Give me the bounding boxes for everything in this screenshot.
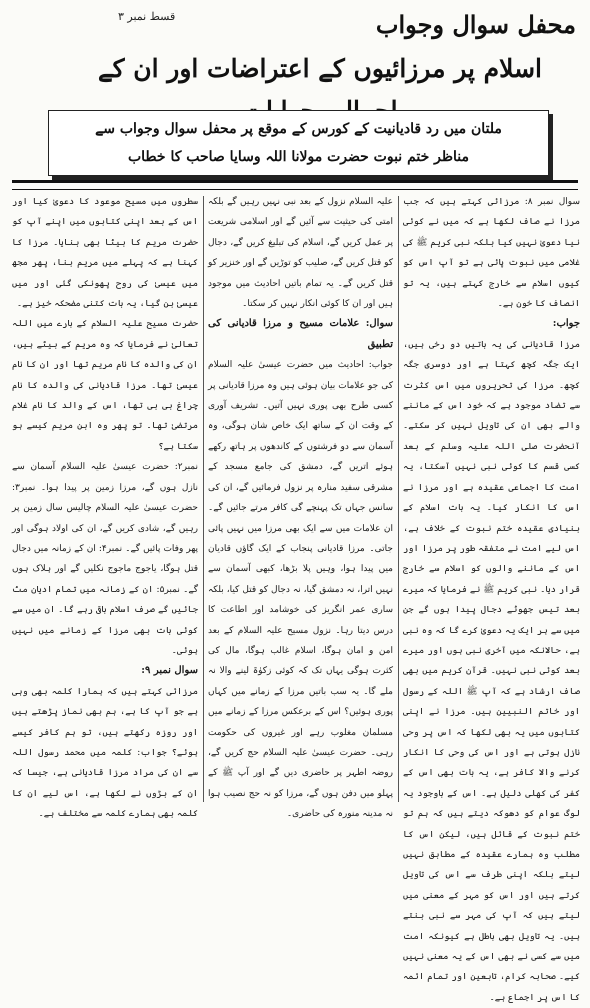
section-title: محفل سوال وجواب	[375, 10, 576, 39]
column-heading: سوال: علامات مسیح و مرزا قادیانی کی تطبیق	[208, 318, 393, 350]
column-middle	[208, 192, 393, 820]
column-divider	[398, 196, 399, 802]
speaker-banner	[48, 110, 549, 176]
header-rule	[12, 180, 578, 190]
column-paragraph: سوال نمبر ۸: مرزائی کہتے ہیں کہ جب مرزا نے صاف لکھا ہے کہ میں نے کوئی نیا دعویٰ نہیں کیا بلکہ نبی کریم ﷺ کی غلامی میں نبوت پائی ہے تو آپ اس کو کیوں اسلام سے خارج کہتے ہیں، یہ تو انصاف کا خون ہے۔	[403, 197, 580, 310]
column-heading: سوال نمبر ۹:	[141, 665, 198, 677]
column-divider	[203, 196, 204, 802]
article-headline: اسلام پر مرزائیوں کے اعتراضات اور ان کے	[98, 54, 542, 83]
column-paragraph: نمبر۲: حضرت عیسیٰ علیہ السلام آسمان سے نازل ہوں گے، مرزا زمین پر پیدا ہوا۔ نمبر۳: حضرت عیسیٰ علیہ السلام چالیس سال زمین پر رہیں گے، شادی کریں گے، ان کی اولاد ہوگی اور پھر وفات پائیں گے۔ نمبر۴: ان کے زمانہ میں دجال قتل ہوگا، یاجوج ماجوج نکلیں گے اور ہلاک ہوں گے۔ نمبر۵: ان کے زمانہ میں تمام ادیان مٹ جائیں گے صرف اسلام باقی رہے گا۔ ان میں سے کوئی بات بھی مرزا کے زمانے میں نہیں ہوئی۔	[12, 462, 198, 656]
column-heading: جواب:	[552, 318, 580, 330]
installment-label: قسط نمبر ۳	[118, 10, 176, 23]
column-paragraph: علیہ السلام نزول کے بعد نبی نہیں رہیں گے بلکہ امتی کی حیثیت سے آئیں گے اور اسلامی شریعت پر عمل کریں گے، اسلام کی تبلیغ کریں گے، دجال کو قتل کریں گے، صلیب کو توڑیں گے اور خنزیر کو قتل کریں گے۔ یہ تمام باتیں احادیث میں موجود ہیں اور ان کا کوئی انکار نہیں کر سکتا۔	[208, 197, 393, 310]
column-left	[12, 192, 198, 820]
banner-line-2: مناظر ختم نبوت حضرت مولانا اللہ وسایا صاحب کا خطاب	[127, 149, 469, 165]
column-paragraph: جواب: احادیث میں حضرت عیسیٰ علیہ السلام کی جو علامات بیان ہوئی ہیں وہ مرزا قادیانی پر کسی طرح بھی پوری نہیں آتیں۔ تشریف آوری کے وقت ان کے ساتھ ایک خاص شان ہوگی، وہ آسمان سے دو فرشتوں کے کاندھوں پر ہاتھ رکھے ہوئے اتریں گے، دمشق کی جامع مسجد کے مشرقی سفید منارہ پر نزول فرمائیں گے، ان کی سانس جہاں تک پہنچے گی کافر مرتے جائیں گے۔ ان علامات میں سے ایک بھی مرزا میں نہیں پائی جاتی۔ مرزا قادیانی پنجاب کے ایک گاؤں قادیان میں پیدا ہوا، وہیں پلا بڑھا، کبھی آسمان سے نہیں اترا، نہ دمشق گیا، نہ دجال کو قتل کیا، بلکہ ساری عمر انگریز کی خوشامد اور اطاعت کا درس دیتا رہا۔ نزول مسیح علیہ السلام کے بعد امن و امان ہوگا، اسلام غالب ہوگا، مال کی کثرت ہوگی یہاں تک کہ کوئی زکوٰۃ لینے والا نہ ملے گا۔ یہ سب باتیں مرزا کے زمانے میں کہاں پوری ہوئیں؟ اس کے برعکس مرزا کے زمانے میں مسلمان مغلوب رہے اور غیروں کی حکومت رہی۔ حضرت عیسیٰ علیہ السلام حج کریں گے، روضہ اطہر پر حاضری دیں گے اور آپ ﷺ کے پہلو میں دفن ہوں گے، مرزا کو نہ حج نصیب ہوا نہ مدینہ منورہ کی حاضری۔	[208, 360, 393, 820]
column-paragraph: مرزائی کہتے ہیں کہ ہمارا کلمہ بھی وہی ہے جو آپ کا ہے، ہم بھی نماز پڑھتے ہیں اور روزہ رکھتے ہیں، تو ہم کافر کیسے ہوئے؟ جواب: کلمہ میں محمد رسول اللہ سے ان کی مراد مرزا قادیانی ہے، جیسا کہ ان کے بڑوں نے لکھا ہے، اس لیے ان کا کلمہ بھی ہمارے کلمہ سے مختلف ہے۔	[12, 686, 198, 820]
column-paragraph: سطروں میں مسیح موعود کا دعویٰ کیا اور اس کے بعد اپنی کتابوں میں اپنے آپ کو حضرت مریم کا بیٹا بھی بنایا۔ مرزا کا کہنا ہے کہ پہلے میں مریم بنا، پھر مجھ میں عیسیٰ کی روح پھونکی گئی اور میں عیسیٰ بن گیا، یہ بات کتنی مضحکہ خیز ہے۔	[12, 197, 198, 310]
column-right	[403, 192, 580, 1003]
banner-line-1: ملتان میں رد قادیانیت کے کورس کے موقع پر محفل سوال وجواب سے	[95, 121, 502, 137]
column-paragraph: مرزا قادیانی کی یہ باتیں دو رخی ہیں، ایک جگہ کچھ کہتا ہے اور دوسری جگہ کچھ۔ مرزا کی تحریروں میں اس کثرت سے تضاد موجود ہے کہ خود اس کے ماننے والے بھی ان کی تاویل نہیں کر سکتے۔ آنحضرت صلی اللہ علیہ وسلم کے بعد کسی قسم کا کوئی نبی نہیں آسکتا، یہ امت کا اجماعی عقیدہ ہے اور مرزا نے اس کا انکار کیا۔ یہ بات اسلام کے بنیادی عقیدہ ختم نبوت کے خلاف ہے، اس لیے امت نے متفقہ طور پر مرزا اور اس کے ماننے والوں کو اسلام سے خارج قرار دیا۔ نبی کریم ﷺ نے فرمایا کہ میرے بعد تیس جھوٹے دجال پیدا ہوں گے جن میں سے ہر ایک یہ دعویٰ کرے گا کہ وہ نبی ہے، حالانکہ میں آخری نبی ہوں اور میرے بعد کوئی نبی نہیں۔ قرآن کریم میں بھی صاف ارشاد ہے کہ آپ ﷺ اللہ کے رسول اور خاتم النبیین ہیں۔ مرزا نے اپنی کتابوں میں یہ بھی لکھا کہ اس پر وحی نازل ہوتی ہے اور اس کی وحی کا انکار کرنے والا کافر ہے، یہ بات بھی اس کے کفر کی کھلی دلیل ہے۔ اس کے باوجود یہ لوگ عوام کو دھوکہ دیتے ہیں کہ ہم تو ختم نبوت کے قائل ہیں، لیکن اس کا مطلب وہ ہمارے عقیدہ کے مطابق نہیں لیتے بلکہ اپنی طرف سے اس کی تاویل کرتے ہیں اور اس کو مہر کے معنی میں لیتے ہیں کہ آپ کی مہر سے نبی بنتے ہیں۔ یہ تاویل بھی باطل ہے کیونکہ امت میں سے کسی نے بھی اس کے یہ معنی نہیں کیے۔ صحابہ کرام، تابعین اور تمام ائمہ کا اس پر اجماع ہے۔	[403, 339, 580, 1003]
column-paragraph: حضرت مسیح علیہ السلام کے بارے میں اللہ تعالیٰ نے فرمایا کہ وہ مریم کے بیٹے ہیں، ان کی والدہ کا نام مریم تھا اور ان کا نام عیسیٰ تھا۔ مرزا قادیانی کی والدہ کا نام چراغ بی بی تھا، اس کے والد کا نام غلام مرتضیٰ تھا۔ تو پھر وہ ابن مریم کیسے ہو سکتا ہے؟	[12, 319, 198, 452]
